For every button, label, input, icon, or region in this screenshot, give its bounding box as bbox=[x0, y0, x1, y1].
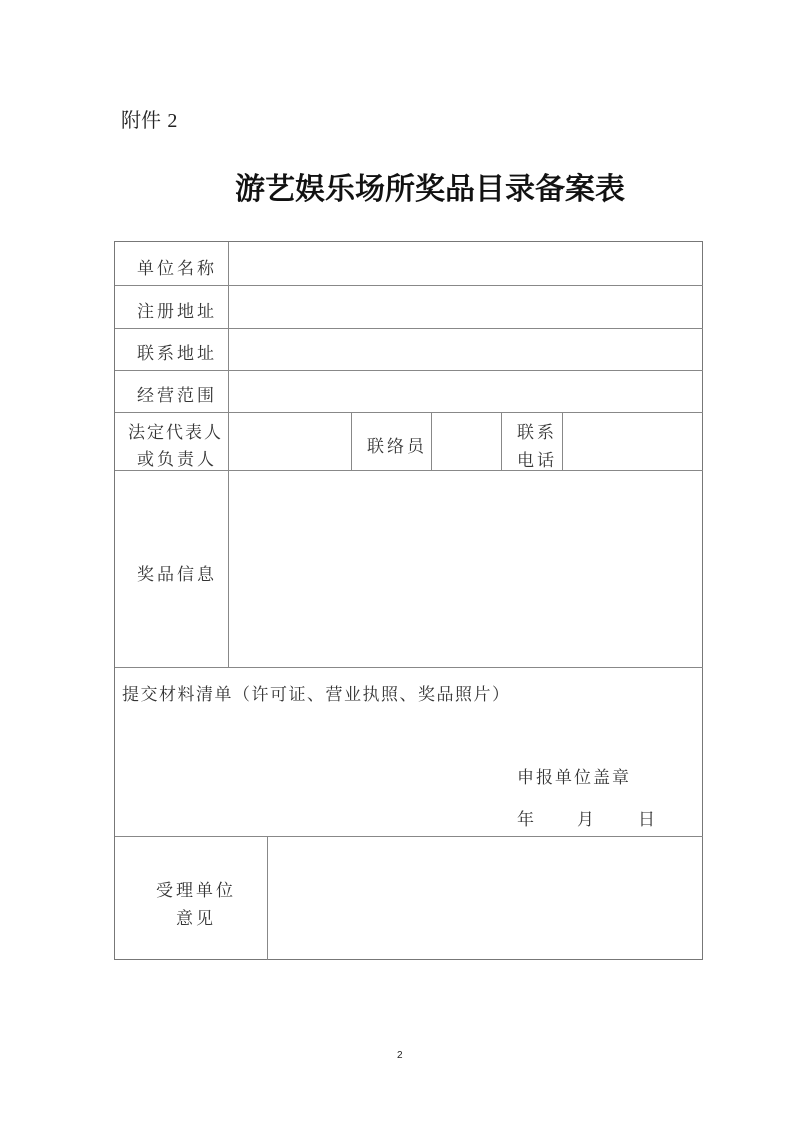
legal-rep-label-line2: 或负责人 bbox=[137, 450, 217, 470]
liaison-label: 联络员 bbox=[367, 437, 427, 457]
contact-address-field[interactable] bbox=[229, 329, 703, 370]
unit-name-label: 单位名称 bbox=[137, 259, 217, 279]
column-divider bbox=[501, 412, 502, 470]
phone-label-line1: 联系 bbox=[517, 423, 557, 443]
column-divider bbox=[351, 412, 352, 470]
legal-rep-field[interactable] bbox=[229, 413, 351, 470]
prize-info-field[interactable] bbox=[229, 471, 703, 667]
acceptance-field[interactable] bbox=[268, 837, 703, 960]
acceptance-label-line1: 受理单位 bbox=[156, 881, 236, 901]
business-scope-label: 经营范围 bbox=[137, 386, 217, 406]
day-label: 日 bbox=[638, 810, 658, 830]
registered-address-label: 注册地址 bbox=[137, 302, 217, 322]
contact-address-label: 联系地址 bbox=[137, 344, 217, 364]
phone-label-line2: 电话 bbox=[517, 451, 557, 471]
legal-rep-label-line1: 法定代表人 bbox=[128, 423, 223, 443]
stamp-label: 申报单位盖章 bbox=[517, 768, 631, 788]
filing-form bbox=[114, 241, 703, 960]
page-number: 2 bbox=[397, 1050, 403, 1061]
phone-field[interactable] bbox=[563, 413, 703, 470]
page-title: 游艺娱乐场所奖品目录备案表 bbox=[235, 172, 625, 207]
row-divider bbox=[115, 667, 703, 668]
attachment-text: 附件 bbox=[121, 108, 161, 132]
unit-name-field[interactable] bbox=[229, 242, 703, 285]
month-label: 月 bbox=[577, 810, 597, 830]
business-scope-field[interactable] bbox=[229, 371, 703, 412]
materials-label: 提交材料清单（许可证、营业执照、奖品照片） bbox=[122, 685, 511, 705]
attachment-label bbox=[121, 104, 177, 133]
acceptance-label-line2: 意见 bbox=[176, 909, 216, 929]
registered-address-field[interactable] bbox=[229, 286, 703, 328]
year-label: 年 bbox=[517, 810, 537, 830]
liaison-field[interactable] bbox=[432, 413, 501, 470]
prize-info-label: 奖品信息 bbox=[137, 565, 217, 585]
attachment-number: 2 bbox=[167, 110, 178, 132]
